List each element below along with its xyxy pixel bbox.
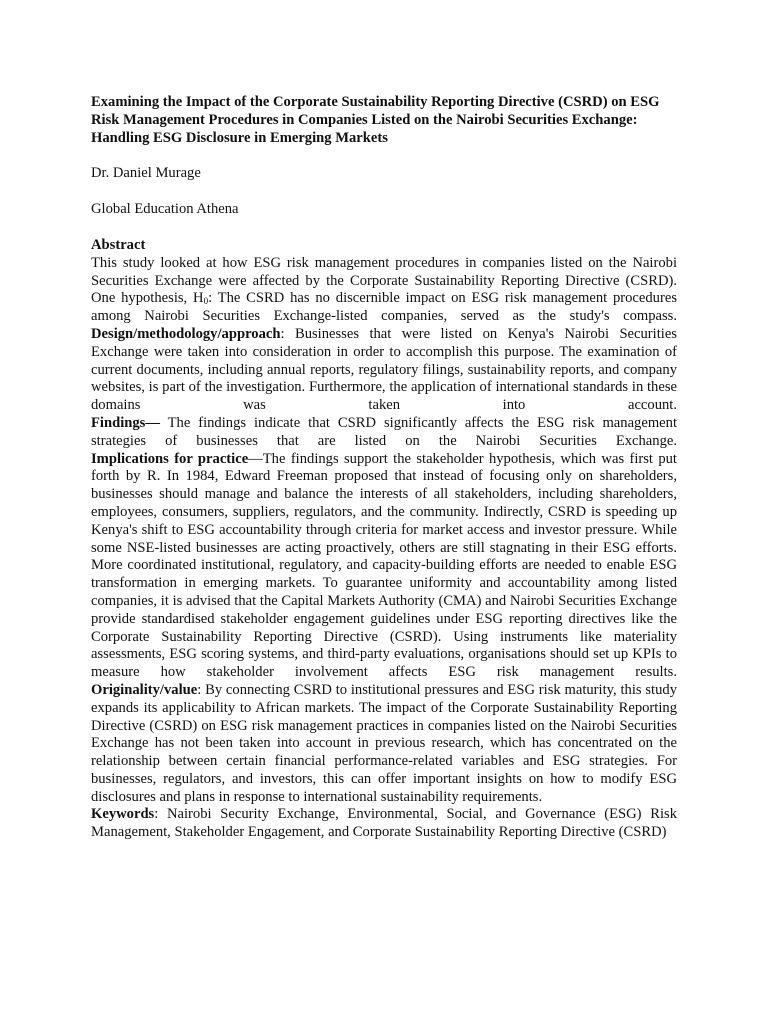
abstract-intro-text-1: This study looked at how ESG risk management procedures in companies listed on the Nairobi Securities Exchange were affected by the Corporate Sustainability Reporting Directive (CSRD). One hypothesis, H [91, 254, 677, 307]
findings-text: The findings indicate that CSRD significantly affects the ESG risk management strategies of businesses that are listed on the Nairobi Securities Exchange. [91, 414, 677, 449]
keywords-text: : Nairobi Security Exchange, Environmental, Social, and Governance (ESG) Risk Management, Stakeholder Engagement, and Corporate Sustainability Reporting Directive (CSRD) [91, 806, 677, 841]
implications-text: —The findings support the stakeholder hypothesis, which was first put forth by R. In 1984, Edward Freeman proposed that instead of focusing only on shareholders, businesses should manage and balance the interests of all stakeholders, including shareholders, employees, consumers, suppliers, regulators, and the community. Indirectly, CSRD is speeding up Kenya's shift to ESG accountability through criteria for market access and investor pressure. While some NSE-listed businesses are acting proactively, others are still stagnating in their ESG efforts. More coordinated institutional, regulatory, and capacity-building efforts are needed to enable ESG transformation in emerging markets. To guarantee uniformity and accountability among listed companies, it is advised that the Capital Markets Authority (CMA) and Nairobi Securities Exchange provide standardised stakeholder engagement guidelines under ESG reporting directives like the Corporate Sustainability Reporting Directive (CSRD). Using instruments like materiality assessments, ESG scoring systems, and third-party evaluations, organisations should set up KPIs to measure how stakeholder involvement affects ESG risk management results. [91, 450, 677, 681]
paper-title: Examining the Impact of the Corporate Sustainability Reporting Directive (CSRD) on ESG Risk Management Procedures in Companies Listed on the Nairobi Securities Exchange: Handling ESG Disclosure in Emerging Markets [91, 94, 660, 146]
findings-paragraph [91, 415, 677, 451]
author-name: Dr. Daniel Murage [91, 165, 201, 182]
originality-paragraph [91, 682, 677, 807]
originality-label: Originality/value [91, 681, 198, 698]
keywords-paragraph [91, 806, 677, 842]
implications-label: Implications for practice [91, 450, 249, 467]
keywords-label: Keywords [91, 806, 155, 823]
abstract-heading: Abstract [91, 236, 146, 253]
document-page [91, 94, 677, 842]
abstract-intro-paragraph [91, 255, 677, 326]
author-affiliation: Global Education Athena [91, 201, 239, 218]
implications-paragraph [91, 451, 677, 682]
design-paragraph [91, 326, 677, 415]
design-label: Design/methodology/approach [91, 325, 281, 342]
design-text: : Businesses that were listed on Kenya's Nairobi Securities Exchange were taken into consideration in order to accomplish this purpose. The examination of current documents, including annual reports, regulatory filings, sustainability reports, and company websites, is part of the investigation. Furthermore, the application of international standards in these domains was taken into account. [91, 325, 677, 414]
abstract-section [91, 237, 677, 842]
hypothesis-subscript: 0 [203, 296, 209, 307]
abstract-intro-text-2: : The CSRD has no discernible impact on ESG risk management procedures among Nairobi Securities Exchange-listed companies, served as the study's compass. [91, 290, 677, 325]
originality-text: : By connecting CSRD to institutional pressures and ESG risk maturity, this study expands its applicability to African markets. The impact of the Corporate Sustainability Reporting Directive (CSRD) on ESG risk management practices in companies listed on the Nairobi Securities Exchange has not been taken into account in previous research, which has concentrated on the relationship between certain financial performance-related variables and ESG strategies. For businesses, regulators, and investors, this can offer important insights on how to modify ESG disclosures and plans in response to international sustainability requirements. [91, 681, 677, 805]
findings-label: Findings— [91, 414, 160, 431]
